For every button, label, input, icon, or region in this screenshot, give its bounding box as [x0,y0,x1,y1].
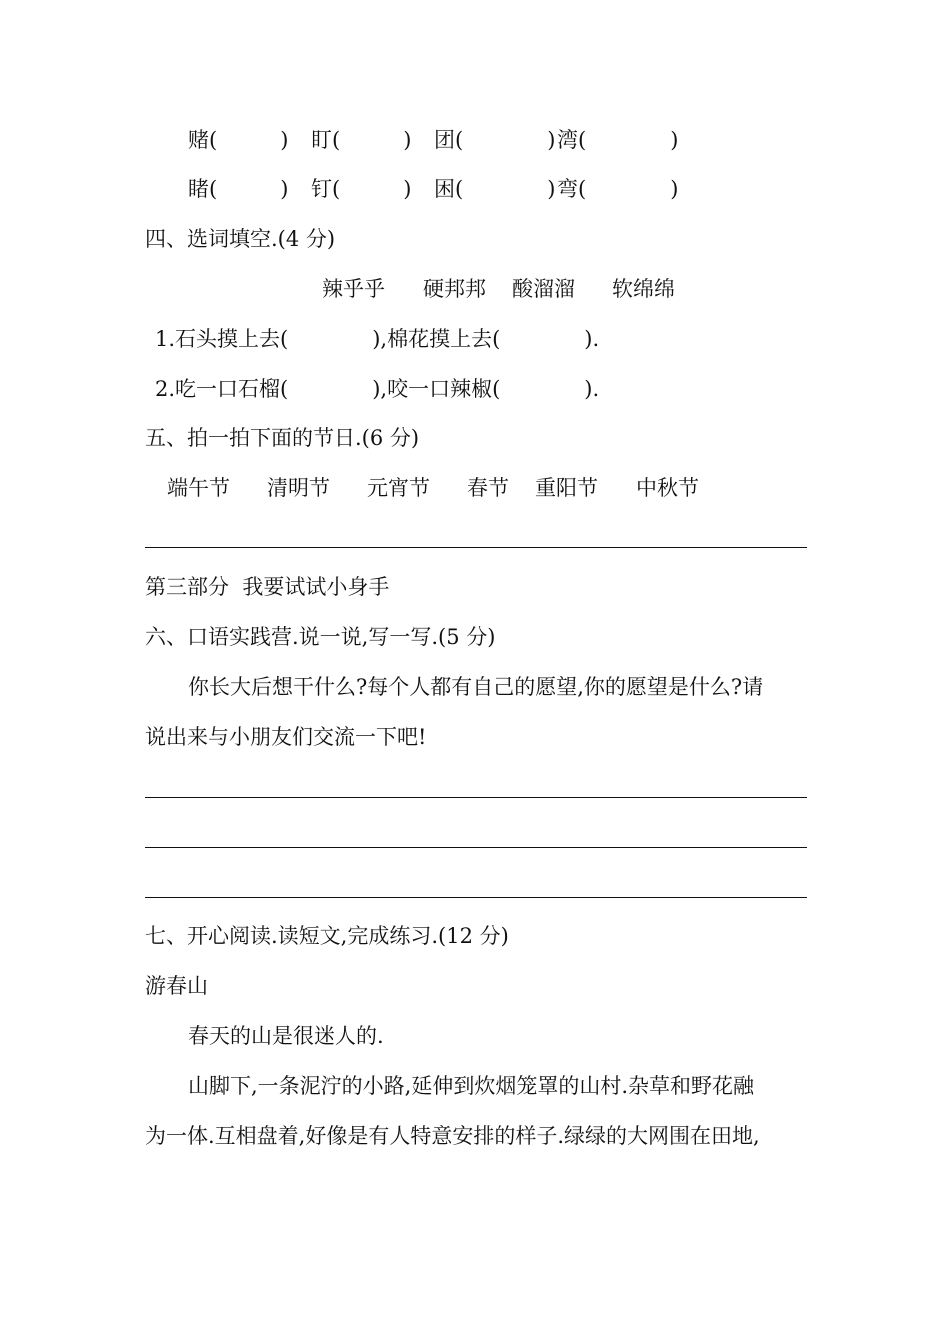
festival-item: 春节 [467,476,509,500]
q6-prompt-line-2: 说出来与小朋友们交流一下吧! [145,725,427,749]
passage-paragraph-2-line-2: 为一体.互相盘着,好像是有人特意安排的样子.绿绿的大网围在田地, [145,1124,760,1148]
festival-item: 重阳节 [535,476,598,500]
pair-item: 团( ) [434,128,556,152]
pair-item: 弯( ) [557,177,679,201]
q6-heading: 六、口语实践营.说一说,写一写.(5 分) [145,625,496,649]
festival-item: 清明节 [267,476,330,500]
pair-item: 赌( ) [188,128,289,152]
answer-line [145,797,807,798]
pair-item: 盯( ) [311,128,412,152]
pair-item: 湾( ) [557,128,679,152]
word-bank-item: 辣乎乎 [322,277,385,301]
festival-item: 元宵节 [367,476,430,500]
passage-paragraph-1: 春天的山是很迷人的. [188,1024,384,1048]
q5-heading: 五、拍一拍下面的节日.(6 分) [145,426,420,450]
q4-heading: 四、选词填空.(4 分) [145,227,336,251]
pair-item: 困( ) [434,177,556,201]
answer-line [145,547,807,548]
part3-heading: 第三部分 我要试试小身手 [145,575,390,599]
q4-item-1: 1.石头摸上去( ),棉花摸上去( ). [155,327,600,351]
passage-paragraph-2-line-1: 山脚下,一条泥泞的小路,延伸到炊烟笼罩的山村.杂草和野花融 [188,1074,755,1098]
answer-line [145,847,807,848]
word-bank-item: 软绵绵 [612,277,675,301]
pair-item: 钉( ) [311,177,412,201]
q6-prompt-line-1: 你长大后想干什么?每个人都有自己的愿望,你的愿望是什么?请 [188,675,764,699]
festival-item: 中秋节 [636,476,699,500]
passage-title: 游春山 [145,974,208,998]
q4-item-2: 2.吃一口石榴( ),咬一口辣椒( ). [155,377,600,401]
festival-item: 端午节 [167,476,230,500]
pair-item: 睹( ) [188,177,289,201]
answer-line [145,897,807,898]
word-bank-item: 硬邦邦 [423,277,486,301]
word-bank-item: 酸溜溜 [512,277,575,301]
q7-heading: 七、开心阅读.读短文,完成练习.(12 分) [145,924,509,948]
